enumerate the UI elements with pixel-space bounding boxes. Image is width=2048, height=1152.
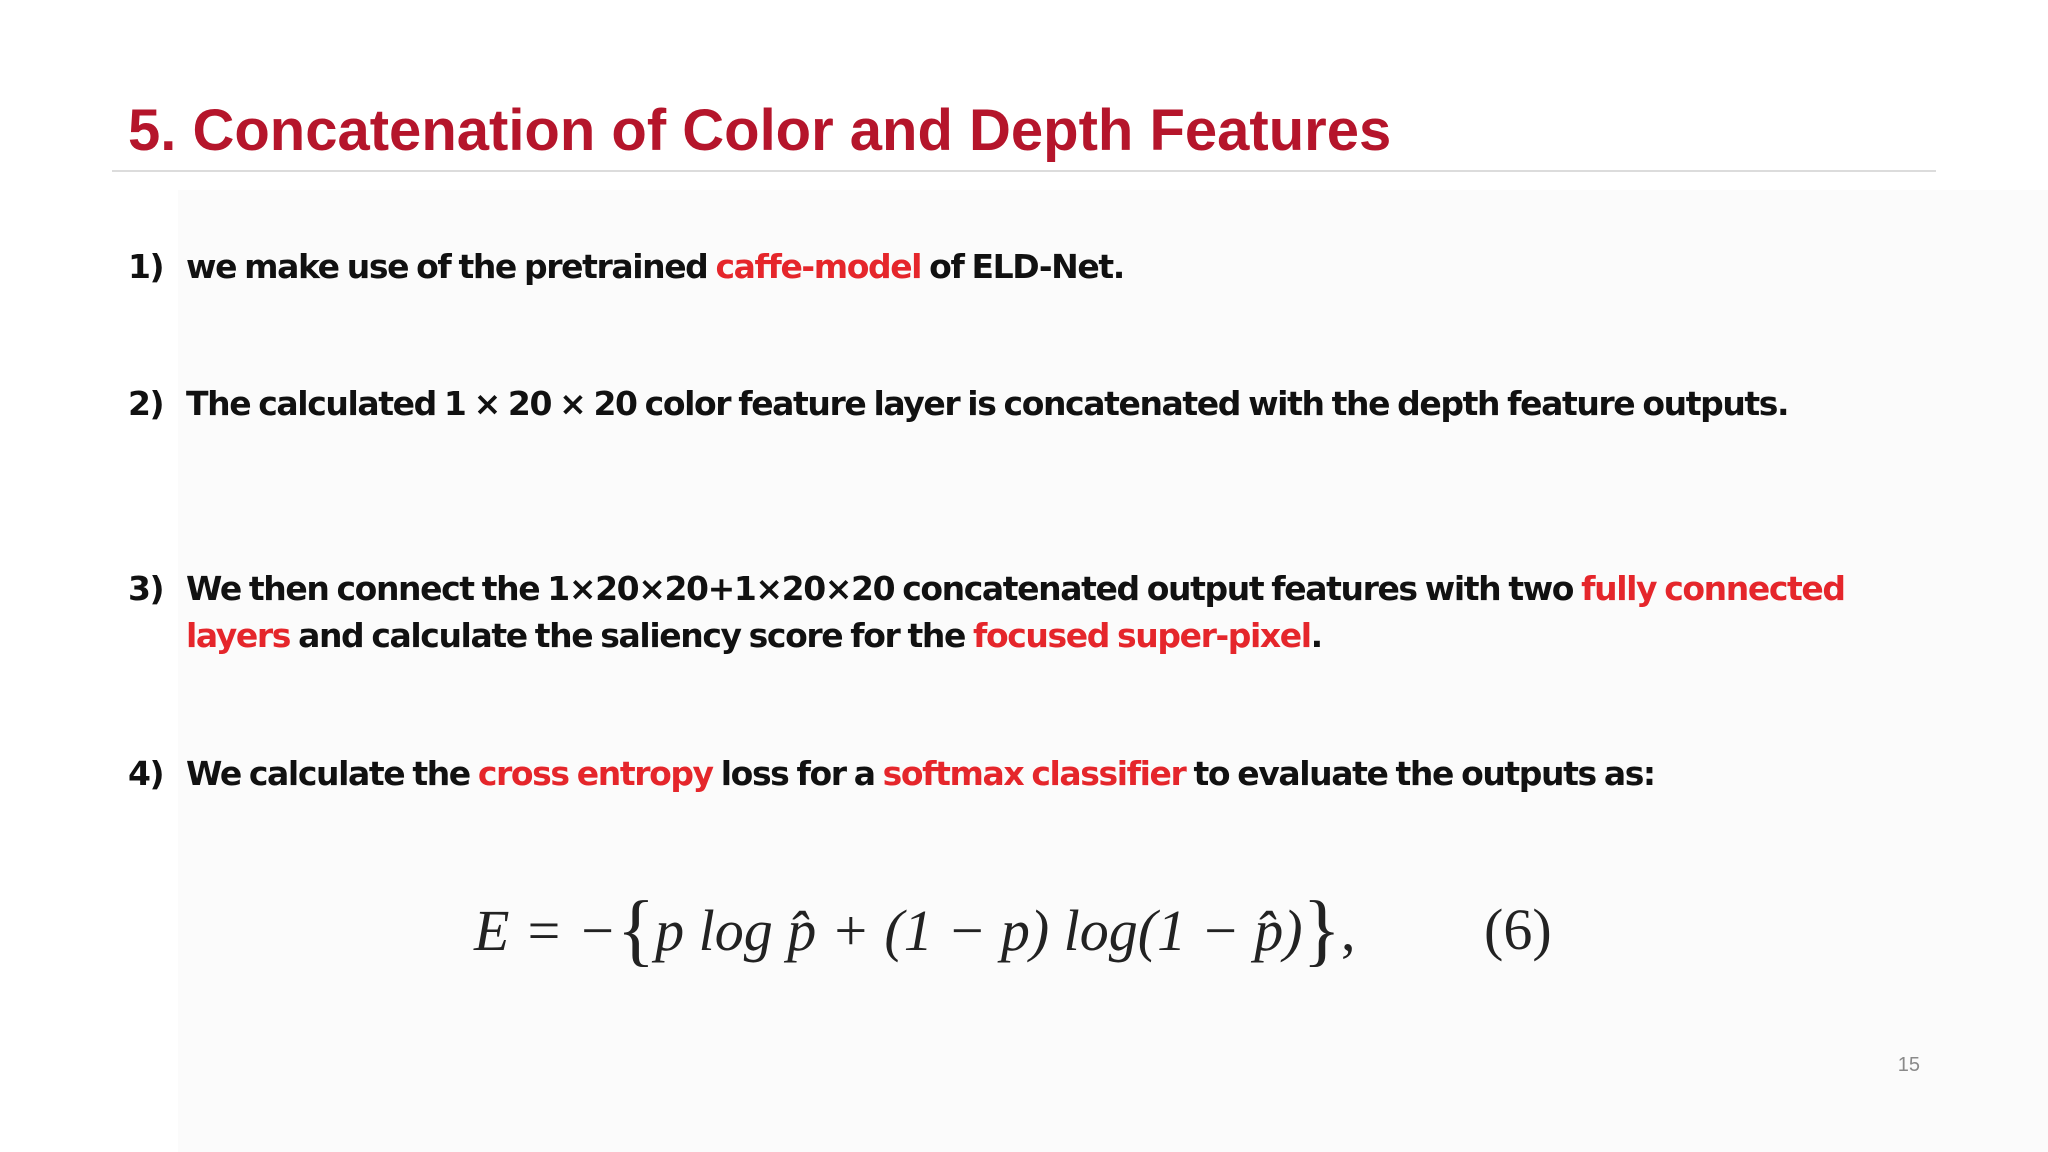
content-panel <box>178 190 2048 1152</box>
highlighted-term: caffe-model <box>715 247 922 286</box>
list-item-number: 2) <box>128 384 164 423</box>
text-run: We calculate the <box>186 754 478 793</box>
list-item-2 <box>128 380 1888 427</box>
cross-entropy-equation <box>474 882 1374 978</box>
equation-lhs: E = − <box>474 898 617 963</box>
highlighted-term: cross entropy <box>477 754 713 793</box>
page-number: 15 <box>1897 1054 1920 1076</box>
equation-open-brace: { <box>616 886 656 974</box>
list-item-number: 1) <box>128 247 164 286</box>
list-item-4 <box>128 750 1888 797</box>
list-item-number: 4) <box>128 754 164 793</box>
text-run: loss for a <box>712 754 883 793</box>
text-run: The calculated 1 × 20 × 20 color feature layer is concatenated with the depth feature outputs. <box>186 384 1789 423</box>
text-run: We then connect the 1×20×20+1×20×20 concatenated output features with two <box>186 569 1582 608</box>
equation-close-brace: } <box>1302 886 1341 974</box>
text-run: we make use of the pretrained <box>186 247 716 286</box>
highlighted-term: softmax classifier <box>882 754 1186 793</box>
equation-body: p log p̂ + (1 − p) log(1 − p̂) <box>655 898 1303 963</box>
equation-number: (6) <box>1484 897 1552 962</box>
highlighted-term: focused super-pixel <box>973 616 1311 655</box>
text-run: to evaluate the outputs as: <box>1185 754 1655 793</box>
text-run: of ELD-Net. <box>921 247 1124 286</box>
text-run: . <box>1310 616 1322 655</box>
list-item-text <box>186 750 1888 797</box>
text-run: and calculate the saliency score for the <box>289 616 974 655</box>
list-item-text <box>186 380 1888 427</box>
list-item-3 <box>128 565 1888 659</box>
list-item-text <box>186 243 1888 290</box>
slide-title: 5. Concatenation of Color and Depth Features <box>128 98 1392 163</box>
equation-comma: , <box>1340 898 1356 963</box>
list-item-text <box>186 565 1888 659</box>
list-item-number: 3) <box>128 569 164 608</box>
highlighted-term: fully connected layers <box>186 569 1845 655</box>
list-item-1 <box>128 243 1888 290</box>
title-divider <box>112 170 1936 172</box>
